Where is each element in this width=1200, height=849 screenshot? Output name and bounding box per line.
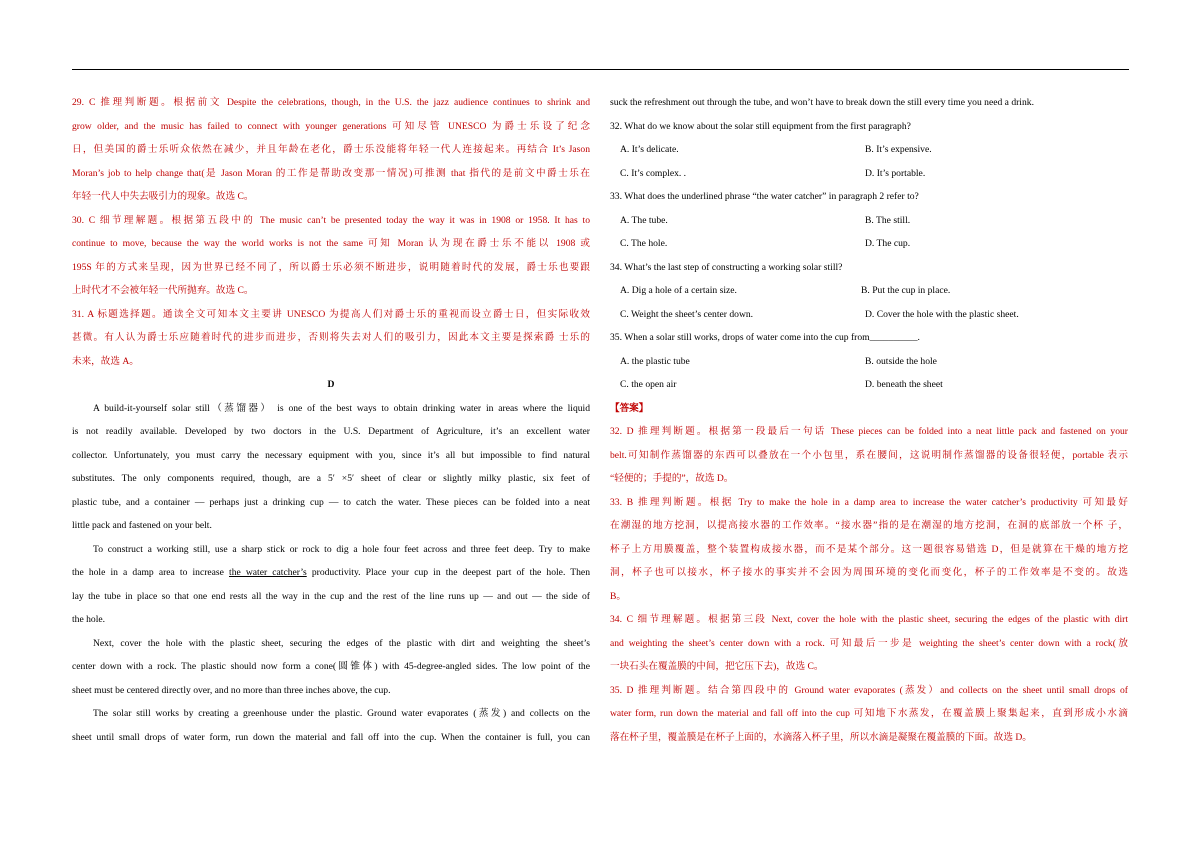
text-line bbox=[72, 117, 590, 141]
text-span: D bbox=[327, 379, 335, 390]
text-line bbox=[72, 164, 590, 188]
text-line bbox=[72, 469, 590, 493]
text-line bbox=[72, 258, 590, 282]
text-span: 一块石头在覆盖膜的中间，把它压下去)，故选 C。 bbox=[610, 661, 824, 672]
text-line bbox=[610, 657, 1128, 681]
option-text: A. the plastic tube bbox=[620, 355, 690, 367]
option-text: C. The hole. bbox=[620, 238, 668, 249]
text-line bbox=[610, 563, 1128, 587]
text-line bbox=[72, 328, 590, 352]
text-line bbox=[610, 469, 1128, 493]
text-span: 32. D 推理判断题。根据第一段最后一句话 These pieces can be folded into a neat little pack and fastened on your bbox=[610, 426, 1128, 437]
text-line bbox=[72, 352, 590, 376]
text-line bbox=[72, 93, 590, 117]
answer-options-row bbox=[610, 140, 1128, 164]
answer-options-row bbox=[610, 281, 1128, 305]
text-span: 杯子上方用膜覆盖，整个装置构成接水器，而不是某个部分。这一题很容易错选 D，但是就算在干燥的地方挖 bbox=[610, 543, 1128, 555]
option-text: C. Weight the sheet’s center down. bbox=[620, 308, 754, 320]
option-text: B. It’s expensive. bbox=[865, 144, 932, 155]
text-line bbox=[72, 234, 590, 258]
text-line bbox=[72, 704, 590, 728]
text-span: and weighting the sheet’s center down with a rock. 可知最后一步是 weighting the sheet’s center down with a rock(放 bbox=[610, 637, 1128, 649]
text-line bbox=[610, 516, 1128, 540]
text-span: 31. A 标题选择题。通读全文可知本文主要讲 UNESCO 为提高人们对爵士乐的重视而设立爵士日，但实际收效 bbox=[72, 308, 590, 320]
text-span: 34. What’s the last step of constructing a working solar still? bbox=[610, 261, 843, 273]
text-span: plastic tube, and a container — perhaps just a drinking cup — to catch the water. These pieces can be folded into a neat bbox=[72, 496, 590, 508]
text-line bbox=[610, 634, 1128, 658]
text-span: B。 bbox=[610, 590, 626, 602]
text-span: grow older, and the music has failed to connect with younger generations 可知尽管 UNESCO 为爵士乐设了纪念 bbox=[72, 120, 590, 132]
text-line bbox=[610, 93, 1128, 117]
answer-options-row bbox=[610, 375, 1128, 399]
text-line bbox=[610, 610, 1128, 634]
text-span: A build-it-yourself solar still（蒸馏器） is one of the best ways to obtain drinking water in areas where the liquid bbox=[93, 402, 590, 414]
text-line bbox=[72, 657, 590, 681]
text-span: 33. What does the underlined phrase “the water catcher” in paragraph 2 refer to? bbox=[610, 191, 919, 202]
underlined-phrase: the water catcher’s bbox=[229, 567, 307, 578]
text-span: 年轻一代人中失去吸引力的现象。故选 C。 bbox=[72, 191, 254, 202]
text-line bbox=[72, 211, 590, 235]
option-text: B. outside the hole bbox=[865, 355, 937, 367]
text-span: 甚微。有人认为爵士乐应随着时代的进步而进步，否则将失去对人们的吸引力，因此本文主要是探索爵 士乐的 bbox=[72, 332, 590, 343]
text-span: sheet must be centered directly over, and no more than three inches above, the cup. bbox=[72, 684, 391, 696]
text-span: 35. When a solar still works, drops of water come into the cup from__________. bbox=[610, 332, 920, 343]
option-text: C. It’s complex. . bbox=[620, 167, 687, 179]
text-line bbox=[72, 446, 590, 470]
answer-options-row bbox=[610, 352, 1128, 376]
text-span: 35. D 推理判断题。结合第四段中的 Ground water evaporates (蒸发）and collects on the sheet until small drops of bbox=[610, 684, 1128, 696]
text-line bbox=[610, 399, 1128, 423]
option-text: D. The cup. bbox=[865, 238, 911, 249]
text-span: 日，但美国的爵士乐听众依然在减少，并且年龄在老化，爵士乐没能将年轻一代人连接起来。再结合 It’s Jason bbox=[72, 144, 590, 155]
answer-options-row bbox=[610, 211, 1128, 235]
text-span: the hole. bbox=[72, 614, 106, 625]
text-line bbox=[72, 305, 590, 329]
text-line bbox=[610, 446, 1128, 470]
text-span: 195S 年的方式来呈现，因为世界已经不同了，所以爵士乐必须不断进步，说明随着时代的发展，爵士乐也要跟 bbox=[72, 261, 590, 273]
option-text: A. Dig a hole of a certain size. bbox=[620, 285, 737, 296]
text-line bbox=[610, 728, 1128, 752]
option-text: D. It’s portable. bbox=[865, 167, 926, 179]
text-line bbox=[610, 681, 1128, 705]
option-text: A. The tube. bbox=[620, 214, 668, 226]
text-line bbox=[610, 258, 1128, 282]
text-line bbox=[72, 563, 590, 587]
text-line bbox=[72, 728, 590, 752]
header-rule bbox=[72, 69, 1129, 70]
text-span: belt.可知制作蒸馏器的东西可以叠放在一个小包里，系在腰间，这说明制作蒸馏器的设备很轻便，portable 表示 bbox=[610, 449, 1128, 461]
text-span: suck the refreshment out through the tube, and won’t have to break down the still every time you need a drink. bbox=[610, 97, 1034, 108]
text-line bbox=[72, 140, 590, 164]
text-span: sheet until small drops of water form, run down the material and fall off into the cup. When the container is full, you can bbox=[72, 731, 590, 743]
text-line bbox=[610, 187, 1128, 211]
text-span: continue to move, because the way the world works is not the same 可知 Moran 认为现在爵士乐不能以 1908 或 bbox=[72, 238, 590, 249]
text-span: productivity. Place your cup in the deepest part of the hole. Then bbox=[306, 567, 590, 578]
text-line bbox=[72, 681, 590, 705]
left-column bbox=[72, 93, 590, 751]
text-span: water form, run down the material and fall off into the cup 可知地下水蒸发，在覆盖膜上聚集起来，直到形成小水滴 bbox=[610, 708, 1128, 719]
option-text: C. the open air bbox=[620, 379, 677, 390]
text-span: 32. What do we know about the solar still equipment from the first paragraph? bbox=[610, 120, 911, 132]
text-line bbox=[72, 540, 590, 564]
section-heading bbox=[72, 375, 590, 399]
answer-options-row bbox=[610, 305, 1128, 329]
text-line bbox=[72, 587, 590, 611]
text-line bbox=[72, 493, 590, 517]
text-span: 上时代才不会被年轻一代所抛弃。故选 C。 bbox=[72, 285, 254, 296]
text-line bbox=[72, 634, 590, 658]
option-text: D. beneath the sheet bbox=[865, 379, 943, 390]
text-line bbox=[610, 493, 1128, 517]
text-line bbox=[610, 540, 1128, 564]
text-span: 【答案】 bbox=[610, 402, 649, 414]
text-line bbox=[72, 516, 590, 540]
option-text: A. It’s delicate. bbox=[620, 144, 679, 155]
text-line bbox=[72, 281, 590, 305]
text-span: 33. B 推理判断题。根据 Try to make the hole in a damp area to increase the water catcher’s productivity 可知最好 bbox=[610, 496, 1128, 508]
text-span: collector. Unfortunately, you must carry the necessary equipment with you, since it’s all but impossible to find natural bbox=[72, 449, 590, 461]
answer-options-row bbox=[610, 164, 1128, 188]
text-line bbox=[610, 117, 1128, 141]
text-span: Moran’s job to help change that(是 Jason Moran 的工作是帮助改变那一情况)可推测 that 指代的是前文中爵士乐在 bbox=[72, 167, 590, 179]
text-span: center down with a rock. The plastic should now form a cone(圆锥体) with 45-degree-angled sides. The low point of the bbox=[72, 661, 590, 672]
text-span: the hole in a damp area to increase bbox=[72, 567, 230, 578]
option-text: B. The still. bbox=[865, 214, 911, 226]
text-span: “轻便的；手提的”，故选 D。 bbox=[610, 473, 734, 484]
text-span: 未来，故选 A。 bbox=[72, 355, 139, 367]
option-text: D. Cover the hole with the plastic sheet. bbox=[865, 308, 1019, 320]
text-span: is not readily available. Developed by two doctors in the U.S. Department of Agriculture, it’s an excellent water bbox=[72, 426, 590, 437]
text-line bbox=[72, 399, 590, 423]
text-span: little pack and fastened on your belt. bbox=[72, 520, 212, 531]
text-span: 29. C 推理判断题。根据前文 Despite the celebrations, though, in the U.S. the jazz audience continues to shrink and bbox=[72, 97, 590, 108]
text-span: 在潮湿的地方挖洞，以提高接水器的工作效率。“接水器”指的是在潮湿的地方挖洞，在洞的底部放一个杯 子， bbox=[610, 520, 1128, 531]
text-span: To construct a working still, use a sharp stick or rock to dig a hole four feet across and three feet deep. Try to make bbox=[93, 543, 590, 555]
text-line bbox=[72, 422, 590, 446]
option-text: B. Put the cup in place. bbox=[861, 285, 951, 296]
text-span: 落在杯子里，覆盖膜是在杯子上面的，水滴落入杯子里，所以水滴是凝聚在覆盖膜的下面。故选 D。 bbox=[610, 731, 1032, 743]
text-span: 30. C 细节理解题。根据第五段中的 The music can’t be presented today the way it was in 1908 or 1958. It has to bbox=[72, 214, 590, 226]
text-line bbox=[610, 587, 1128, 611]
text-span: 34. C 细节理解题。根据第三段 Next, cover the hole with the plastic sheet, securing the edges of the plastic with dirt bbox=[610, 614, 1128, 625]
text-line bbox=[610, 422, 1128, 446]
text-span: lay the tube in place so that one end rests all the way in the cup and the rest of the line runs up — and out — the side of bbox=[72, 590, 590, 602]
text-line bbox=[610, 328, 1128, 352]
text-span: 洞，杯子也可以接水，杯子接水的事实并不会因为周围环境的变化而变化，杯子的工作效率是不变的。故选 bbox=[610, 567, 1128, 578]
text-span: substitutes. The only components required, though, are a 5′ ×5′ sheet of clear or slightly milky plastic, six feet of bbox=[72, 473, 590, 484]
text-span: The solar still works by creating a greenhouse under the plastic. Ground water evaporates (蒸发) and collects on the bbox=[93, 708, 590, 719]
text-span: Next, cover the hole with the plastic sheet, securing the edges of the plastic with dirt and weighting the sheet’s bbox=[93, 637, 590, 649]
text-line bbox=[72, 187, 590, 211]
text-line bbox=[72, 610, 590, 634]
text-line bbox=[610, 704, 1128, 728]
answer-options-row bbox=[610, 234, 1128, 258]
right-column bbox=[610, 93, 1128, 751]
